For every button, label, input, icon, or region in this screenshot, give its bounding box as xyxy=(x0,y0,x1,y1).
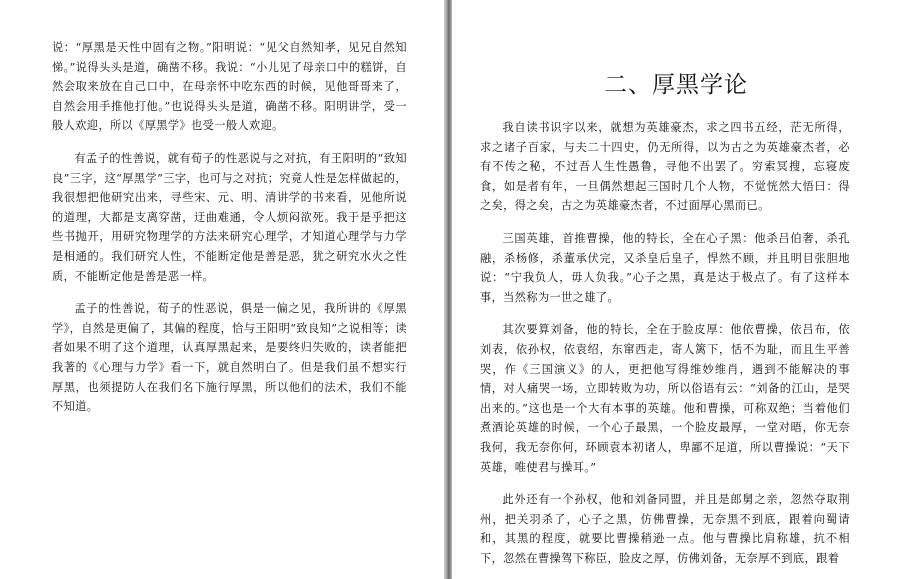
right-paragraph-4: 此外还有一个孙权，他和刘备同盟，并且是郎舅之亲，忽然夺取荆州，把关羽杀了，心子之黑，仿佛曹操，无奈黑不到底，跟着向蜀请和，其黑的程度，就要比曹操稍逊一点。他与曹操比肩称雄，抗不相下，忽然在曹操驾下称臣，脸皮之厚，仿佛刘备，无奈厚不到底，跟着 xyxy=(480,493,850,565)
right-paragraph-1: 我自读书识字以来，就想为英雄豪杰，求之四书五经，茫无所得，求之诸子百家，与夫二十四史，仍无所得，以为古之为英雄豪杰者，必有不传之秘，不过吾人生性愚鲁，寻他不出罢了。穷索冥搜，忘寝废食，如是者有年，一旦偶然想起三国时几个人物，不觉恍然大悟曰：得之矣，得之矣，古之为英雄豪杰者，不过面厚心黑而已。 xyxy=(480,121,850,213)
left-page-body xyxy=(52,38,407,430)
right-paragraph-2: 三国英雄，首推曹操，他的特长，全在心子黑：他杀吕伯奢，杀孔融，杀杨修，杀董承伏完，又杀皇后皇子，悍然不顾，并且明目张胆地说：“宁我负人，毋人负我。”心子之黑，真是达于极点了。有了这样本事，当然称为一世之雄了。 xyxy=(480,231,850,304)
right-page-body xyxy=(480,118,850,579)
left-paragraph-3: 孟子的性善说，荀子的性恶说，俱是一偏之见，我所讲的《厚黑学》，自然是更偏了，其偏的程度，恰与王阳明“致良知”之说相等；读者如果不明了这个道理，认真厚黑起来，是要终归失败的，读者能把我著的《心理与力学》看一下，就自然明白了。但是我们虽不想实行厚黑，也须提防人在我们名下施行厚黑，所以他们的法术，我们不能不知道。 xyxy=(52,302,407,414)
right-paragraph-3: 其次要算刘备，他的特长，全在于脸皮厚：他依曹操，依吕布，依刘表，依孙权，依袁绍，东窜西走，寄人篱下，恬不为耻，而且生平善哭，作《三国演义》的人，更把他写得维妙维肖，遇到不能解决的事情，对人痛哭一场，立即转败为功，所以俗语有云：“刘备的江山，是哭出来的。”这也是一个大有本事的英雄。他和曹操，可称双绝；当着他们煮酒论英雄的时候，一个心子最黑，一个脸皮最厚，一堂对晤，你无奈我何，我无奈你何，环顾袁本初诸人，卑鄙不足道，所以曹操说：“天下英雄，唯使君与操耳。” xyxy=(480,323,850,474)
right-page xyxy=(452,0,900,579)
left-paragraph-1: 说：“厚黑是天性中固有之物。”阳明说：“见父自然知孝，见兄自然知悌。”说得头头是道，确凿不移。我说：“小儿见了母亲口中的糕饼，自然会取来放在自己口中，在母亲怀中吃东西的时候，见他哥哥来了，自然会用手推他打他。”也说得头头是道，确凿不移。阳明讲学，受一般人欢迎，所以《厚黑学》也受一般人欢迎。 xyxy=(52,41,407,133)
page-gutter-divider xyxy=(444,0,452,579)
chapter-title: 二、厚黑学论 xyxy=(604,72,748,98)
left-page xyxy=(0,0,444,579)
left-paragraph-2: 有孟子的性善说，就有荀子的性恶说与之对抗，有王阳明的“致知良”三字，这“厚黑学”三字，也可与之对抗；究竟人性是怎样做起的，我很想把他研究出来，寻些宋、元、明、清讲学的书来看，见他所说的道理，大都是支离穿凿，迂曲难通，令人烦闷欲死。我于是乎把这些书抛开，用研究物理学的方法来研究心理学，才知道心理学与力学是相通的。我们研究人性，不能断定他是善是恶，犹之研究水火之性质，不能断定他是善是恶一样。 xyxy=(52,151,407,283)
